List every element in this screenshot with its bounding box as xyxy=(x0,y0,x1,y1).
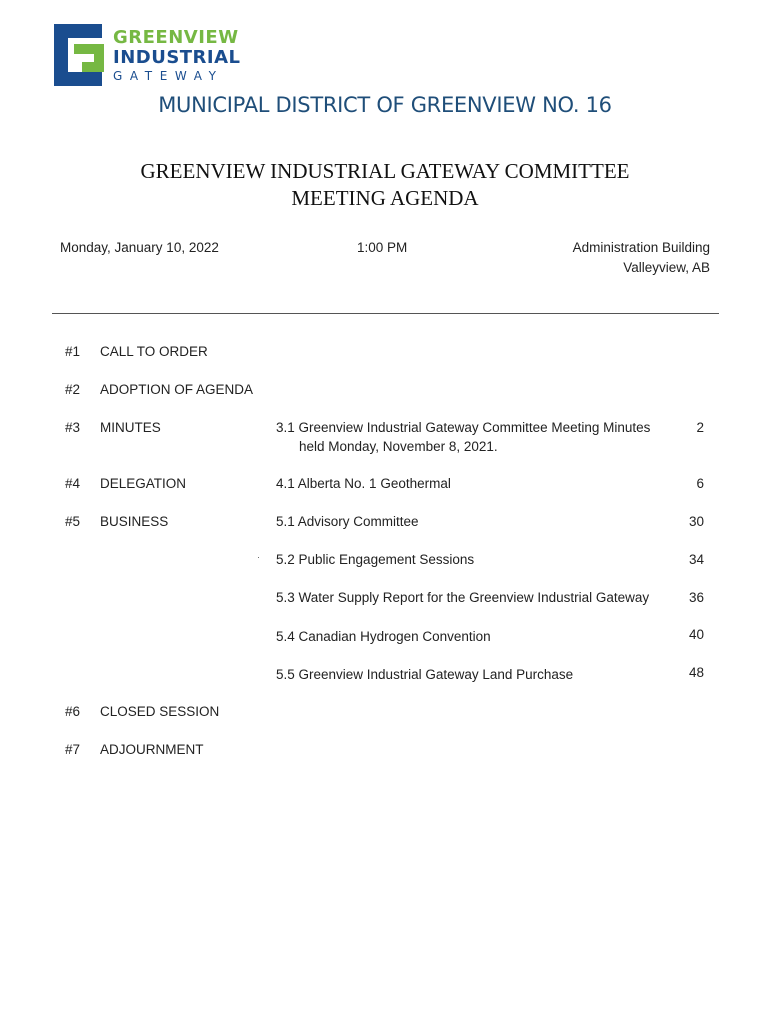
agenda-page-number: 40 xyxy=(688,627,704,642)
agenda-section: BUSINESS xyxy=(100,514,169,529)
agenda-number: #3 xyxy=(65,420,81,435)
logo-line-industrial: INDUSTRIAL xyxy=(113,47,241,68)
agenda-item-text: 5.1 Advisory Committee xyxy=(276,514,419,529)
agenda-section: CALL TO ORDER xyxy=(100,344,208,359)
agenda-number: #5 xyxy=(65,514,81,529)
agenda-title-line2: MEETING AGENDA xyxy=(291,186,479,210)
agenda-section: DELEGATION xyxy=(100,476,187,491)
agenda-section: ADOPTION OF AGENDA xyxy=(100,382,254,397)
stray-marker: · xyxy=(257,552,260,562)
meeting-location-line1: Administration Building xyxy=(572,240,710,255)
agenda-item-text: 4.1 Alberta No. 1 Geothermal xyxy=(276,476,451,491)
agenda-page-number: 34 xyxy=(688,552,704,567)
agenda-item-text: 3.1 Greenview Industrial Gateway Committee Meeting Minutes xyxy=(276,420,651,435)
agenda-item-text: 5.2 Public Engagement Sessions xyxy=(276,552,475,567)
agenda-number: #6 xyxy=(65,704,81,719)
agenda-item-continuation: held Monday, November 8, 2021. xyxy=(299,439,498,454)
meeting-time: 1:00 PM xyxy=(357,240,408,255)
agenda-title xyxy=(0,158,770,212)
agenda-page-number: 36 xyxy=(688,590,704,605)
agenda-page-number: 6 xyxy=(696,476,704,491)
agenda-item-text: 5.5 Greenview Industrial Gateway Land Purchase xyxy=(276,667,574,682)
logo-line-gateway: GATEWAY xyxy=(113,69,224,83)
header-divider xyxy=(52,313,719,314)
meeting-location-line2: Valleyview, AB xyxy=(623,260,710,275)
meeting-location xyxy=(573,238,710,278)
agenda-number: #2 xyxy=(65,382,81,397)
logo-line-greenview: GREENVIEW xyxy=(113,27,239,48)
logo-mark-icon xyxy=(52,22,112,90)
agenda-number: #1 xyxy=(65,344,81,359)
agenda-item-text: 5.4 Canadian Hydrogen Convention xyxy=(276,629,491,644)
meeting-date: Monday, January 10, 2022 xyxy=(60,240,219,255)
agenda-number: #4 xyxy=(65,476,81,491)
agenda-title-line1: GREENVIEW INDUSTRIAL GATEWAY COMMITTEE xyxy=(140,159,630,183)
agenda-number: #7 xyxy=(65,742,81,757)
agenda-page-number: 30 xyxy=(688,514,704,529)
agenda-section: ADJOURNMENT xyxy=(100,742,204,757)
agenda-item-text: 5.3 Water Supply Report for the Greenview Industrial Gateway xyxy=(276,590,650,605)
agenda-section: MINUTES xyxy=(100,420,161,435)
district-heading: MUNICIPAL DISTRICT OF GREENVIEW NO. 16 xyxy=(158,93,612,117)
agenda-section: CLOSED SESSION xyxy=(100,704,220,719)
agenda-page-number: 2 xyxy=(696,420,704,435)
agenda-page-number: 48 xyxy=(688,665,704,680)
agenda-item xyxy=(276,418,676,456)
greenview-logo xyxy=(52,22,252,90)
